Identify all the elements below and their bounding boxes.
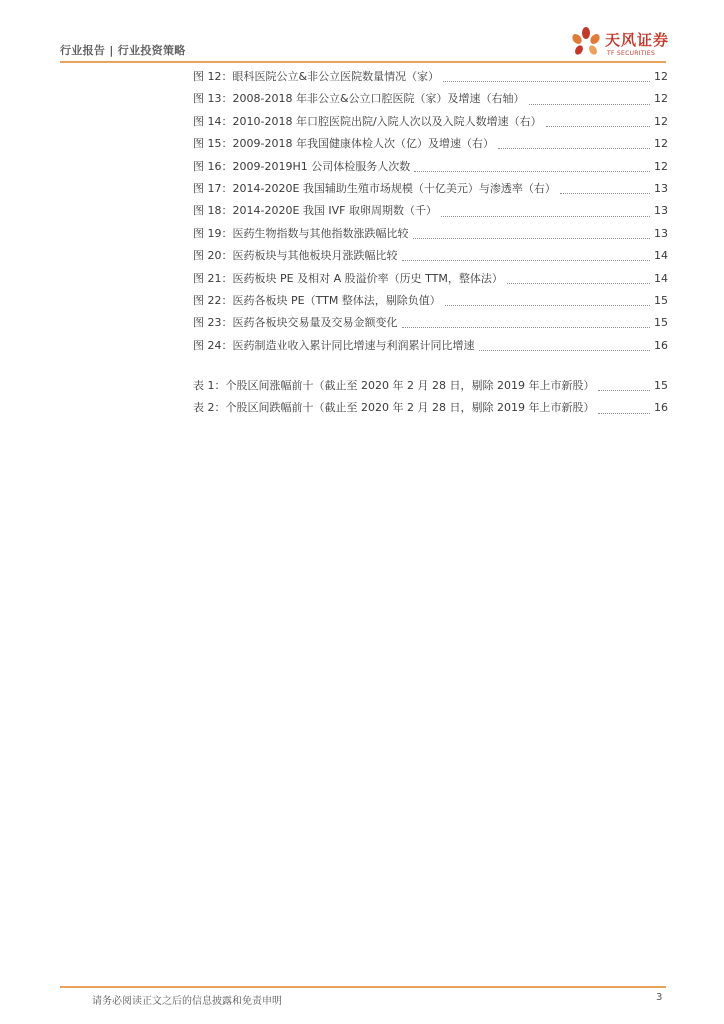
toc-leader-dots: [445, 304, 650, 306]
footer-page-number: 3: [656, 992, 663, 1003]
company-logo: [569, 26, 679, 62]
toc-leader-dots: [441, 215, 650, 217]
toc-leader-dots: [507, 282, 650, 284]
toc-leader-dots: [546, 125, 650, 127]
toc-page-number: 14: [654, 271, 668, 285]
toc-leader-dots: [598, 412, 650, 414]
toc-entry-label: 图 19：医药生物指数与其他指数涨跌幅比较: [193, 226, 409, 240]
toc-figure-23[interactable]: [193, 312, 668, 334]
toc-figure-14[interactable]: [193, 111, 668, 133]
header-divider: [60, 61, 666, 63]
toc-entry-label: 图 17：2014-2020E 我国辅助生殖市场规模（十亿美元）与渗透率（右）: [193, 181, 556, 195]
toc-entry-label: 图 16：2009-2019H1 公司体检服务人次数: [193, 159, 411, 173]
toc-figure-12[interactable]: [193, 66, 668, 88]
toc-figure-18[interactable]: [193, 200, 668, 222]
toc-figure-15[interactable]: [193, 133, 668, 155]
toc-page-number: 12: [654, 92, 668, 106]
toc-figure-20[interactable]: [193, 245, 668, 267]
toc-page-number: 16: [654, 338, 668, 352]
toc-entry-label: 图 18：2014-2020E 我国 IVF 取卵周期数（千）: [193, 204, 437, 218]
toc-leader-dots: [598, 389, 650, 391]
toc-leader-dots: [479, 349, 651, 351]
toc-entry-label: 图 22：医药各板块 PE（TTM 整体法，剔除负值）: [193, 293, 441, 307]
footer-disclaimer: 请务必阅读正文之后的信息披露和免责申明: [92, 996, 282, 1007]
toc-figure-22[interactable]: [193, 290, 668, 312]
toc-entry-label: 图 24：医药制造业收入累计同比增速与利润累计同比增速: [193, 338, 475, 352]
toc-leader-dots: [529, 103, 650, 105]
toc-entry-label: 图 14：2010-2018 年口腔医院出院/入院人次以及入院人数增速（右）: [193, 114, 542, 128]
toc-entry-label: 图 20：医药板块与其他板块月涨跌幅比较: [193, 249, 398, 263]
toc-figure-21[interactable]: [193, 268, 668, 290]
toc-page-number: 15: [654, 379, 668, 393]
toc-entry-label: 表 1：个股区间涨幅前十（截止至 2020 年 2 月 28 日，剔除 2019 年上市新股）: [193, 379, 595, 393]
toc-entry-label: 图 23：医药各板块交易量及交易金额变化: [193, 316, 398, 330]
toc-page-number: 13: [654, 204, 668, 218]
toc-page-number: 16: [654, 401, 668, 415]
toc-page-number: 13: [654, 226, 668, 240]
toc-leader-dots: [560, 192, 650, 194]
toc-page-number: 12: [654, 70, 668, 83]
toc-leader-dots: [402, 326, 651, 328]
header-label: 行业报告 | 行业投资策略: [60, 44, 186, 57]
toc-figure-16[interactable]: [193, 156, 668, 178]
toc-page-number: 12: [654, 159, 668, 173]
logo-english-text: TF SECURITIES: [607, 50, 656, 57]
toc-entry-label: 图 12：眼科医院公立&非公立医院数量情况（家）: [193, 70, 440, 83]
toc-entry-label: 图 13：2008-2018 年非公立&公立口腔医院（家）及增速（右轴）: [193, 92, 525, 106]
toc-leader-dots: [413, 237, 651, 239]
toc-page-number: 12: [654, 114, 668, 128]
toc-leader-dots: [443, 80, 650, 82]
toc-leader-dots: [402, 259, 651, 261]
toc-table-2[interactable]: [193, 397, 668, 419]
toc-page-number: 13: [654, 181, 668, 195]
toc-figure-17[interactable]: [193, 178, 668, 200]
toc-leader-dots: [414, 170, 650, 172]
toc-entry-label: 图 21：医药板块 PE 及相对 A 股溢价率（历史 TTM，整体法）: [193, 271, 503, 285]
toc-figure-19[interactable]: [193, 223, 668, 245]
toc-figure-24[interactable]: [193, 335, 668, 357]
logo-chinese-text: 天风证券: [605, 31, 670, 49]
toc-page-number: 12: [654, 137, 668, 151]
toc-leader-dots: [498, 147, 650, 149]
toc-page-number: 15: [654, 316, 668, 330]
table-of-contents: [193, 66, 668, 420]
toc-page-number: 14: [654, 249, 668, 263]
toc-page-number: 15: [654, 293, 668, 307]
flower-logo-icon: [569, 26, 603, 60]
toc-table-1[interactable]: [193, 375, 668, 397]
footer-divider: [60, 986, 666, 988]
toc-section-gap: [193, 357, 668, 375]
toc-figure-13[interactable]: [193, 88, 668, 110]
toc-entry-label: 图 15：2009-2018 年我国健康体检人次（亿）及增速（右）: [193, 137, 494, 151]
toc-entry-label: 表 2：个股区间跌幅前十（截止至 2020 年 2 月 28 日，剔除 2019 年上市新股）: [193, 401, 595, 415]
